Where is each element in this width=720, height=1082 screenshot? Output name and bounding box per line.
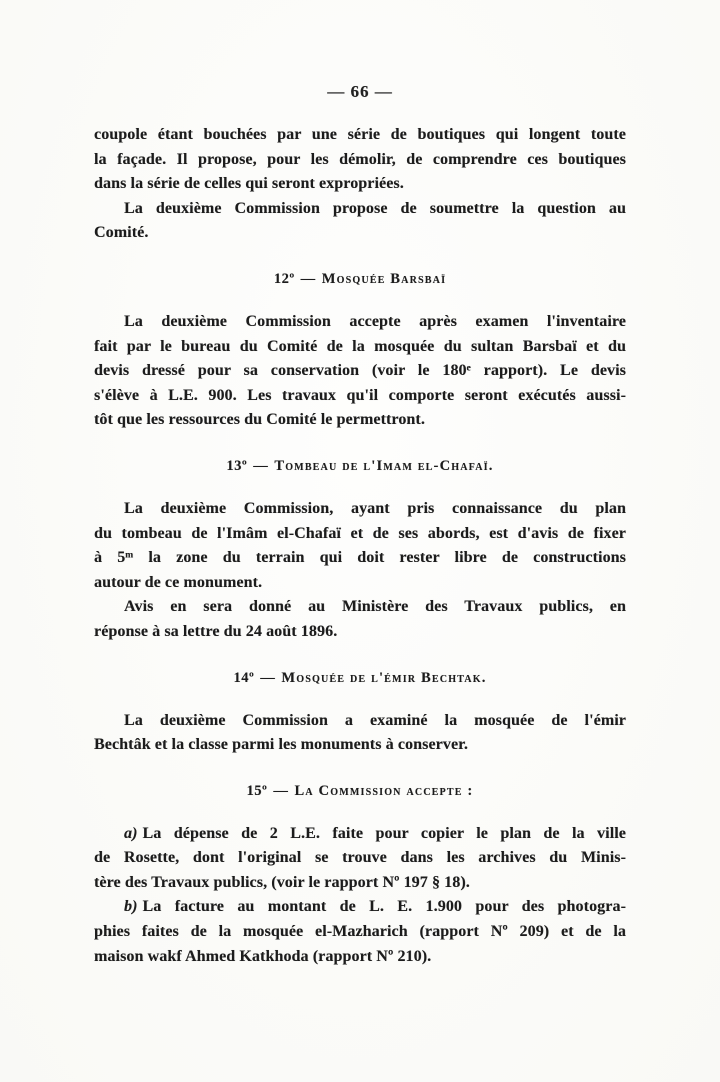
section-heading — [94, 271, 626, 288]
paragraph — [94, 895, 626, 969]
section-heading — [94, 458, 626, 475]
section-number: 13º — [226, 457, 248, 474]
section-title: Mosquée de l'émir Bechtak. — [281, 669, 487, 686]
text-line-content: La facture au montant de L. E. 1.900 pour des photogra- — [142, 898, 626, 916]
text-line: phies faites de la mosquée el-Mazharich (rapport Nº 209) et de la — [94, 923, 626, 941]
text-line-content: La dépense de 2 L.E. faite pour copier le plan de la ville — [142, 824, 626, 842]
text-line — [94, 895, 626, 920]
text-line: s'élève à L.E. 900. Les travaux qu'il comporte seront exécutés aussi- — [94, 386, 626, 404]
text-line: maison wakf Ahmed Katkhoda (rapport Nº 210). — [94, 947, 432, 965]
text-line: La deuxième Commission, ayant pris connaissance du plan — [124, 499, 626, 517]
text-line: tère des Travaux publics, (voir le rapport Nº 197 § 18). — [94, 873, 470, 891]
paragraph — [94, 197, 626, 246]
text-line: dans la série de celles qui seront expropriées. — [94, 175, 404, 193]
text-line: fait par le bureau du Comité de la mosquée du sultan Barsbaï et du — [94, 337, 626, 355]
section-heading — [94, 670, 626, 687]
section-heading-dash: — — [253, 457, 269, 474]
text-line: Bechtâk et la classe parmi les monuments à conserver. — [94, 736, 468, 754]
paragraph — [94, 595, 626, 644]
text-line: tôt que les ressources du Comité le permettront. — [94, 411, 425, 429]
text-line: autour de ce monument. — [94, 573, 263, 591]
text-line — [94, 822, 626, 847]
page-number: — 66 — — [327, 82, 393, 101]
paragraph — [94, 123, 626, 197]
section-heading-dash: — — [260, 669, 276, 686]
document-content — [94, 123, 626, 969]
text-line: de Rosette, dont l'original se trouve dans les archives du Minis- — [94, 849, 626, 867]
text-line: La deuxième Commission accepte après examen l'inventaire — [124, 312, 626, 330]
paragraph — [94, 310, 626, 433]
text-line: réponse à sa lettre du 24 août 1896. — [94, 622, 338, 640]
text-line: La deuxième Commission a examiné la mosquée de l'émir — [124, 711, 626, 729]
section-heading-dash: — — [273, 782, 289, 799]
section-title: Tombeau de l'Imam el-Chafaï. — [274, 457, 494, 474]
section-number: 14º — [233, 669, 255, 686]
section-title: La Commission accepte : — [294, 782, 474, 799]
paragraph — [94, 497, 626, 595]
text-line: Comité. — [94, 224, 149, 242]
paragraph — [94, 709, 626, 758]
section-heading-dash: — — [300, 270, 316, 287]
section-heading — [94, 783, 626, 800]
paragraph — [94, 822, 626, 896]
section-number: 15º — [246, 782, 268, 799]
text-line: Avis en sera donné au Ministère des Travaux publics, en — [124, 598, 626, 616]
list-item-marker: b) — [124, 898, 138, 916]
text-line: du tombeau de l'Imâm el-Chafaï et de ses abords, est d'avis de fixer — [94, 524, 626, 542]
section-number: 12º — [273, 270, 295, 287]
text-line: à 5ᵐ la zone du terrain qui doit rester libre de constructions — [94, 549, 626, 567]
text-line: devis dressé pour sa conservation (voir le 180ᵉ rapport). Le devis — [94, 362, 626, 380]
text-line: La deuxième Commission propose de soumettre la question au — [124, 199, 626, 217]
section-title: Mosquée Barsbaï — [321, 270, 447, 287]
list-item-marker: a) — [124, 824, 138, 842]
text-line: la façade. Il propose, pour les démolir, de comprendre ces boutiques — [94, 150, 626, 168]
text-line: coupole étant bouchées par une série de boutiques qui longent toute — [94, 126, 626, 143]
